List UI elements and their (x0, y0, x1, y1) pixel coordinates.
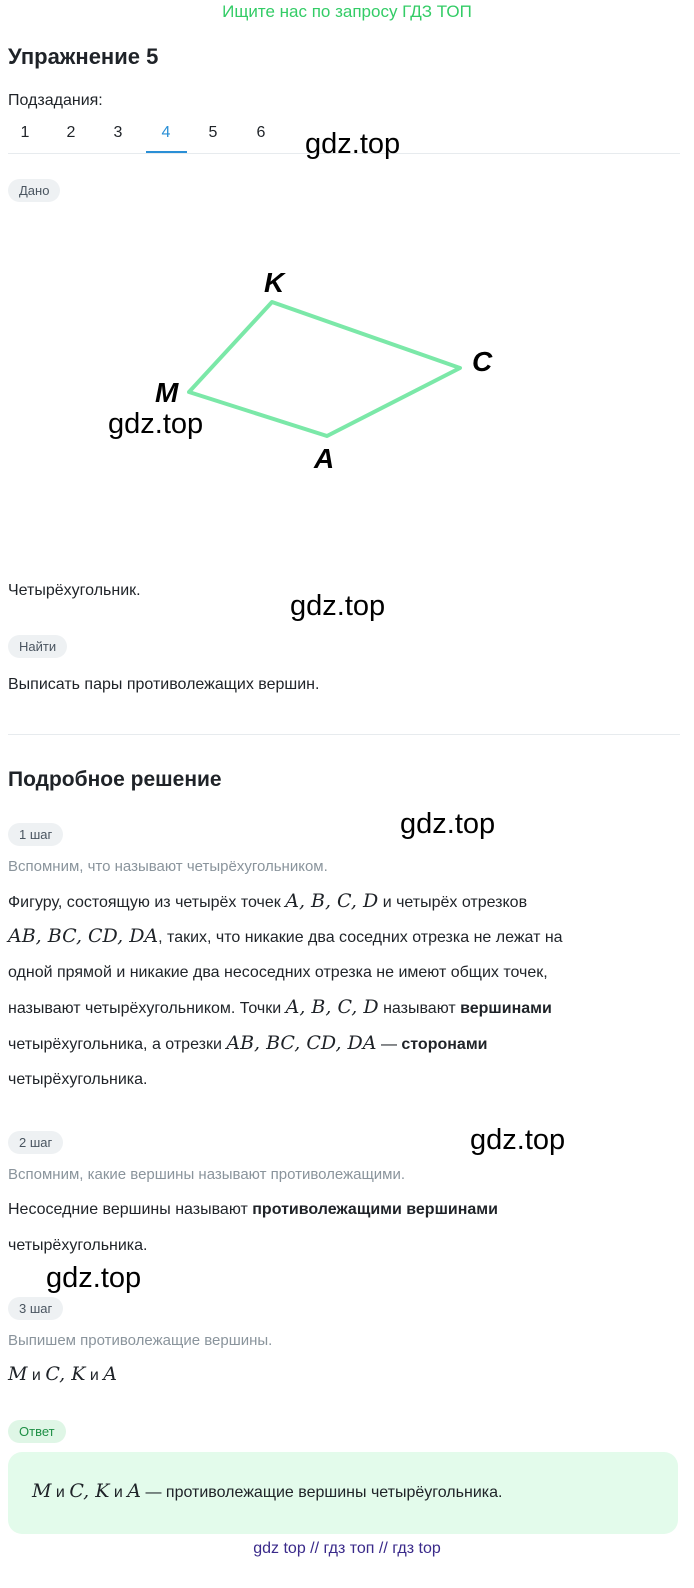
text: Фигуру, состоящую из четырёх точек (8, 894, 281, 911)
answer-text (32, 1480, 502, 1502)
text: четырёхугольника. (8, 1071, 148, 1088)
subtasks-label: Подзадания: (8, 92, 103, 109)
text: и (113, 1484, 123, 1501)
step-label: 3 шаг (8, 1297, 63, 1320)
step-1-line-6 (8, 1062, 148, 1097)
step-1-line-1 (8, 884, 527, 920)
solution-title: Подробное решение (8, 768, 222, 791)
footer-separator: // (310, 1540, 320, 1557)
tab-3[interactable]: 3 (113, 124, 123, 141)
text: — (380, 1036, 397, 1053)
text: называют (383, 1000, 456, 1017)
text: называют четырёхугольником. Точки (8, 1000, 282, 1017)
promo-banner[interactable]: Ищите нас по запросу ГДЗ ТОП (222, 2, 472, 21)
math-vertex: A (127, 1480, 142, 1502)
step-1-line-5 (8, 1026, 487, 1062)
watermark: gdz.top (108, 408, 204, 440)
text: и (89, 1367, 99, 1384)
given-badge (8, 179, 60, 202)
math-segments: AB, BC, CD, DA (8, 925, 159, 947)
text: , таких, что никакие два соседних отрезка не лежат на (158, 929, 563, 946)
step-1-line-2 (8, 919, 563, 955)
math-points: A, B, C, D (285, 890, 379, 912)
tab-5[interactable]: 5 (208, 124, 218, 141)
tab-1[interactable]: 1 (20, 124, 30, 141)
find-text: Выписать пары противолежащих вершин. (8, 676, 320, 693)
step-2-badge (8, 1131, 63, 1154)
footer-link[interactable]: гдз топ (323, 1540, 375, 1557)
step-2-hint: Вспомним, какие вершины называют противолежащими. (8, 1166, 406, 1183)
math-segments: AB, BC, CD, DA (226, 1032, 377, 1054)
math-vertex: M (8, 1363, 28, 1385)
footer-links (0, 1540, 694, 1558)
footer-link[interactable]: гдз top (392, 1540, 441, 1557)
watermark: gdz.top (400, 808, 496, 840)
vertex-label-c: C (472, 346, 493, 377)
tab-2[interactable]: 2 (66, 124, 76, 141)
step-label: 2 шаг (8, 1131, 63, 1154)
footer-link[interactable]: gdz top (253, 1540, 306, 1557)
math-vertex: C, K (45, 1363, 86, 1385)
exercise-title: Упражнение 5 (8, 44, 159, 69)
math-vertex: M (32, 1480, 52, 1502)
find-badge (8, 635, 67, 658)
text: и четырёх отрезков (382, 894, 528, 911)
step-1-badge (8, 823, 63, 846)
text: одной прямой и никакие два несоседних отрезка не имеют общих точек, (8, 964, 548, 981)
quadrilateral-figure (0, 250, 694, 490)
vertex-label-k: K (264, 267, 285, 298)
given-label: Дано (8, 179, 60, 202)
step-label: 1 шаг (8, 823, 63, 846)
tab-4[interactable]: 4 (161, 124, 171, 141)
step-1-hint: Вспомним, что называют четырёхугольником. (8, 858, 328, 875)
math-vertex: A (103, 1363, 118, 1385)
step-1-line-3 (8, 955, 548, 990)
bold-term: противолежащими вершинами (252, 1201, 498, 1218)
text: Несоседние вершины называют (8, 1201, 248, 1218)
vertex-label-m: M (155, 377, 179, 408)
given-text: Четырёхугольник. (8, 582, 141, 599)
step-2-line-2 (8, 1228, 148, 1263)
step-3-line-1 (8, 1357, 117, 1393)
quadrilateral-mkca (189, 302, 460, 436)
divider (8, 734, 680, 735)
vertex-label-a: A (314, 443, 335, 474)
text: четырёхугольника, а отрезки (8, 1036, 222, 1053)
answer-box (8, 1452, 678, 1534)
footer-separator: // (378, 1540, 388, 1557)
watermark: gdz.top (470, 1124, 566, 1156)
watermark: gdz.top (290, 590, 386, 622)
text: четырёхугольника. (8, 1237, 148, 1254)
step-3-badge (8, 1297, 63, 1320)
text: и (55, 1484, 65, 1501)
math-vertex: C, K (69, 1480, 110, 1502)
find-label: Найти (8, 635, 67, 658)
step-2-line-1 (8, 1192, 498, 1227)
answer-label: Ответ (8, 1420, 66, 1443)
step-1-line-4 (8, 990, 552, 1026)
bold-term: сторонами (401, 1036, 488, 1053)
watermark: gdz.top (305, 128, 401, 160)
text: и (31, 1367, 41, 1384)
watermark: gdz.top (46, 1262, 142, 1294)
tab-6[interactable]: 6 (256, 124, 266, 141)
bold-term: вершинами (460, 1000, 552, 1017)
answer-badge (8, 1420, 66, 1443)
text: — противолежащие вершины четырёугольника. (145, 1484, 503, 1501)
math-points: A, B, C, D (285, 996, 379, 1018)
step-3-hint: Выпишем противолежащие вершины. (8, 1332, 273, 1349)
